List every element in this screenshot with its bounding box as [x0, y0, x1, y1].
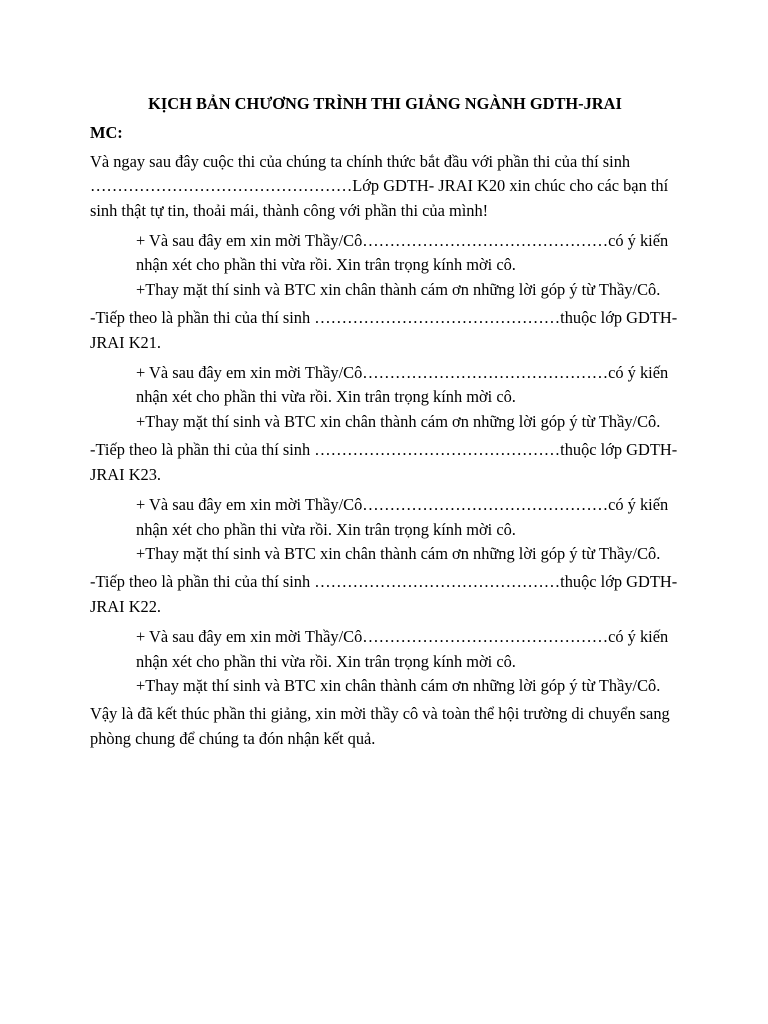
segment-4-invite: + Và sau đây em xin mời Thầy/Cô………………………………………có ý kiến nhận xét cho phần thi vừa rồi. Xin trân trọng kính mời cô.	[136, 627, 669, 671]
closing-paragraph: Vậy là đã kết thúc phần thi giảng, xin mời thầy cô và toàn thể hội trường di chuyển sang phòng chung để chúng ta đón nhận kết quả.	[90, 704, 670, 748]
segment-4-lead: -Tiếp theo là phần thi của thí sinh ………………………………………thuộc lớp GDTH- JRAI K22.	[90, 572, 678, 616]
segment-3-invite: + Và sau đây em xin mời Thầy/Cô………………………………………có ý kiến nhận xét cho phần thi vừa rồi. Xin trân trọng kính mời cô.	[136, 495, 669, 539]
segment-2-invite: + Và sau đây em xin mời Thầy/Cô………………………………………có ý kiến nhận xét cho phần thi vừa rồi. Xin trân trọng kính mời cô.	[136, 363, 669, 407]
segment-4-block	[136, 625, 680, 698]
document-title: KỊCH BẢN CHƯƠNG TRÌNH THI GIẢNG NGÀNH GDTH-JRAI	[148, 94, 622, 113]
segment-1-invite: + Và sau đây em xin mời Thầy/Cô………………………………………có ý kiến nhận xét cho phần thi vừa rồi. Xin trân trọng kính mời cô.	[136, 231, 669, 275]
intro-paragraph: Và ngay sau đây cuộc thi của chúng ta chính thức bắt đầu với phần thi của thí sinh …………………………………………Lớp GDTH- JRAI K20 xin chúc cho các bạn thí sinh thật tự tin, thoải mái, thành công với phần thi của mình!	[90, 151, 669, 220]
segment-4-thanks: +Thay mặt thí sinh và BTC xin chân thành cám ơn những lời góp ý từ Thầy/Cô.	[136, 675, 661, 695]
mc-label: MC:	[90, 123, 123, 143]
document-page	[90, 92, 680, 757]
segment-2-block	[136, 361, 680, 434]
segment-2-lead: -Tiếp theo là phần thi của thí sinh ………………………………………thuộc lớp GDTH- JRAI K21.	[90, 308, 678, 352]
segment-1-thanks: +Thay mặt thí sinh và BTC xin chân thành cám ơn những lời góp ý từ Thầy/Cô.	[136, 279, 661, 299]
segment-2-thanks: +Thay mặt thí sinh và BTC xin chân thành cám ơn những lời góp ý từ Thầy/Cô.	[136, 411, 661, 431]
segment-3-block	[136, 493, 680, 566]
segment-3-thanks: +Thay mặt thí sinh và BTC xin chân thành cám ơn những lời góp ý từ Thầy/Cô.	[136, 543, 661, 563]
segment-1-block	[136, 229, 680, 302]
segment-3-lead: -Tiếp theo là phần thi của thí sinh ………………………………………thuộc lớp GDTH- JRAI K23.	[90, 440, 678, 484]
